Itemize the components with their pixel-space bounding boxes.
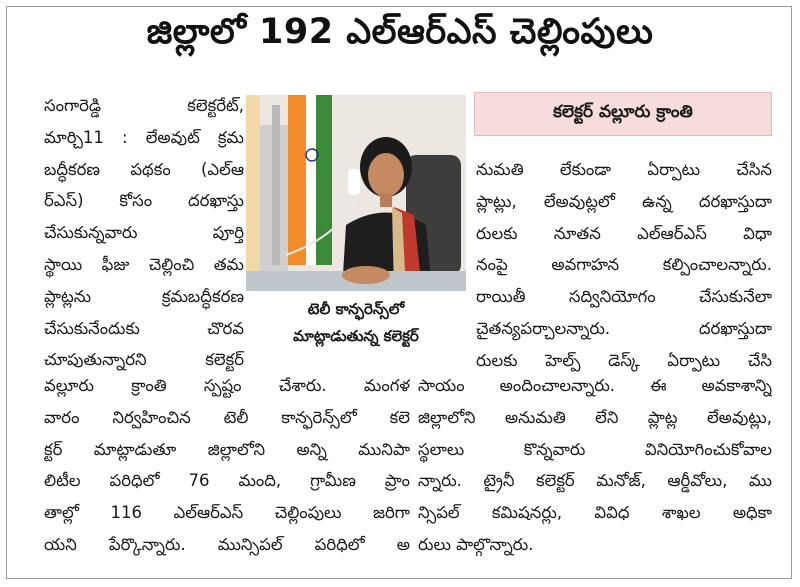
text-line: తాల్లో 116 ఎల్ఆర్ఎస్ చెల్లింపులు జరిగా — [44, 503, 410, 523]
text-line: సంగారెడ్డి కలెక్టరేట్, — [44, 96, 244, 115]
text-line: న్సిపల్ కమిషనర్లు, వివిధ శాఖల అధికా — [418, 503, 772, 523]
text-line: క్టర్ మాట్లాడుతూ జిల్లాలోని అన్ని మునిపా — [44, 439, 410, 459]
text-line: వారం నిర్వహించిన టెలీ కాన్ఫరెన్స్‌లో కలె — [44, 407, 410, 427]
text-line: చైతన్యపర్చాలన్నారు. దరఖాస్తుదా — [476, 318, 772, 338]
text-line: ప్లాట్లు, లేఅవుట్లలో ఉన్న దరఖాస్తుదా — [476, 191, 772, 211]
text-line: చేసుకునేందుకు చొరవ — [44, 318, 244, 338]
text-line: నంపై అవగాహన కల్పించాలన్నారు. — [476, 255, 772, 275]
caption-line: టెలీ కాన్ఫరెన్స్‌లో — [307, 300, 405, 318]
text-line: నుమతి లేకుండా ఏర్పాటు చేసిన — [476, 160, 772, 179]
text-line: సాయం అందించాలన్నారు. ఈ అవకాశాన్ని — [418, 376, 772, 395]
text-line: రాయితీ సద్వినియోగం చేసుకునేలా — [476, 287, 772, 307]
text-line: బద్ధీకరణ పథకం (ఎల్ఆ — [44, 159, 244, 179]
text-line: ప్లాట్లను క్రమబద్ధీకరణ — [44, 286, 244, 306]
collector-photo — [246, 95, 466, 291]
text-line: చేసుకున్నవారు పూర్తి — [44, 223, 244, 243]
article-column-left-lower — [44, 370, 410, 561]
text-line: రులకు నూతన ఎల్ఆర్ఎస్ విధా — [476, 223, 772, 243]
text-line: స్థలాలు కొన్నవారు వినియోగించుకోవాల — [418, 439, 772, 459]
text-line: రులు పాల్గొన్నారు. — [418, 534, 534, 554]
text-line: జిల్లాలోని అనుమతి లేని ప్లాట్ల లేఅవుట్లు, — [418, 407, 772, 427]
caption-line: మాట్లాడుతున్న కలెక్టర్ — [293, 327, 419, 345]
text-line: న్నారు. ట్రైనీ కలెక్టర్ మనోజ్, ఆర్డీవోలు, ము — [418, 471, 772, 491]
text-line: రులకు హెల్ప్ డెస్క్ ఏర్పాటు చేసి — [476, 350, 772, 370]
text-line: యని పేర్కొన్నారు. మున్సిపల్ పరిధిలో అ — [44, 534, 410, 554]
article-column-right-lower — [418, 370, 772, 561]
text-line: చూపుతున్నారని కలెక్టర్ — [44, 350, 244, 370]
article-column-left — [44, 90, 244, 376]
text-line: లిటీల పరిధిలో 76 మంది, గ్రామీణ ప్రాం — [44, 471, 410, 491]
collector-label: కలెక్టర్ వల్లూరు క్రాంతి — [474, 92, 772, 136]
text-line: స్థాయి ఫీజు చెల్లించి తమ — [44, 254, 244, 274]
text-line: వల్లూరు క్రాంతి స్పష్టం చేశారు. మంగళ — [44, 376, 410, 395]
article-column-right — [476, 154, 772, 377]
text-line: ర్ఎస్) కోసం దరఖాస్తు — [44, 191, 244, 211]
headline: జిల్లాలో 192 ఎల్ఆర్ఎస్ చెల్లింపులు — [146, 12, 654, 52]
photo-caption — [246, 296, 466, 350]
text-line: మార్చి11 : లేఅవుట్ క్రమ — [44, 127, 244, 147]
